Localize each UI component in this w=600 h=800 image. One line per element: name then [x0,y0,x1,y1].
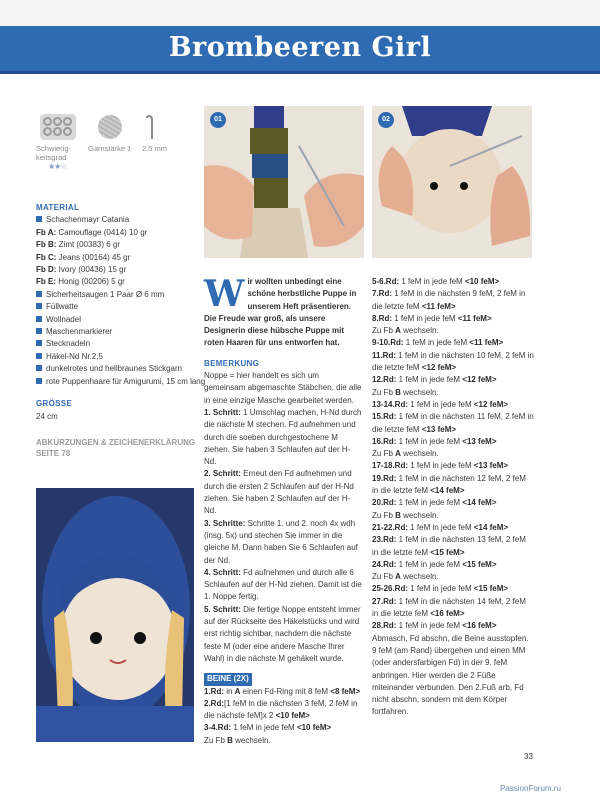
stitch-count: <14 feM> [462,498,497,508]
round-line [372,559,534,571]
hook-size-label: 2.5 mm [142,144,168,153]
material-heading: MATERIAL [36,203,80,212]
round-text: 1 feM in jede feM [396,375,463,385]
round-label: 19.Rd: [372,473,397,483]
stitch-count: <11 feM> [457,313,492,323]
material-list [36,214,206,388]
stitch-count: <11 feM> [421,301,456,311]
stitch-count: <12 feM> [473,399,509,409]
round-line [204,698,362,723]
round-text: wechseln. [400,510,439,520]
round-text: 1 feM in die nächsten 11 feM, 2 feM in die letzte feM [372,412,534,434]
step-label: 4. Schritt: [204,567,241,577]
material-text: rote Puppenhaare für Amigurumi, 15 cm lang [46,376,206,386]
step-text: Fd aufnehmen und durch alle 6 Schlaufen auf der H-Nd ziehen. Damit ist die 1. Noppe fertig. [204,567,362,602]
step-text: Schritte 1. und 2. noch 4x wdh (insg. 5x) und stechen Sie immer in die gleiche M. Dann haben Sie 6 Schlaufen auf der Nd. [204,518,358,565]
size-value: 24 cm [36,411,58,421]
round-line [204,686,362,698]
round-text: 1 feM in die nächsten 12 feM, 2 feM in die letzte feM [372,473,526,496]
round-line [372,473,534,498]
round-text: 1 feM in jede feM [408,584,474,594]
abbr-line-1: ABKÜRZUNGEN & ZEICHENERKLÄRUNG [36,437,196,447]
round-line [372,583,534,595]
round-line [204,722,362,734]
round-text: 1 feM in die nächsten 9 feM, 2 feM in die letzte feM [372,289,526,311]
round-label: 20.Rd: [372,498,397,508]
remark-step [204,604,362,665]
round-label: 9-10.Rd: [372,338,404,348]
material-text: Ivory (00436) 15 gr [56,265,127,275]
round-line [204,735,362,747]
top-strip [0,0,600,26]
stitch-count: <15 feM> [462,559,497,569]
round-line [372,374,534,386]
round-label: 25-26.Rd: [372,584,409,594]
material-item [36,314,196,326]
round-line [372,571,534,583]
material-text: Füllwatte [46,302,79,312]
size-heading: GRÖSSE [36,399,73,409]
instructions-column-2 [372,276,534,719]
remark-step [204,407,362,468]
round-text: Zu Fb [372,449,396,459]
stitch-count: <13 feM> [473,461,509,471]
material-item [36,363,196,375]
doll-photo [36,488,194,742]
round-text: 1 feM in die nächsten 10 feM, 2 feM in die letzte feM [372,350,534,373]
step-text: Noppe = hier handelt es sich um gemeinsam abgemaschte Stäbchen, die alle in eine einzige Masche gearbeitet werden. [204,371,362,405]
round-text: 1 feM in jede feM [396,498,463,508]
abbr-line-2: SEITE 78 [36,448,71,458]
material-item [36,326,196,338]
difficulty-icon [40,114,76,140]
material-text: Camouflage (0414) 10 gr [56,227,148,237]
round-line [372,337,534,349]
crochet-hook-icon [146,114,156,140]
color-code: Fb C: [36,252,57,262]
bullet-square [36,316,42,322]
round-label: 27.Rd: [372,596,397,606]
stitch-count: <13 feM> [462,436,497,446]
material-item [36,239,196,251]
material-item [36,227,196,239]
round-line [372,411,534,436]
difficulty-label: Schwierig-keitsgrad [36,144,72,162]
step-photo-1 [204,106,364,258]
material-text: Maschenmarkierer [46,327,113,337]
round-label: 11.Rd: [372,350,397,360]
round-line [372,620,534,632]
color-code: Fb D: [36,265,57,275]
round-text: wechseln. [400,326,439,336]
round-text: wechseln. [400,387,439,397]
material-text: Wollnadel [46,314,81,324]
material-text: Sicherheitsaugen 1 Paar Ø 6 mm [46,289,165,299]
round-text: 1 feM in jede feM [408,399,474,409]
material-item [36,276,196,288]
round-label: 1.Rd: [204,686,224,696]
stitch-count: <10 feM> [464,277,500,286]
remark-step [204,567,362,604]
step-label: 2. Schritt: [204,469,241,479]
round-line [372,497,534,509]
round-line [372,288,534,313]
watermark: PassionForum.ru [500,784,561,793]
stitch-count: <8 feM> [330,686,361,696]
color-letter: A [234,686,241,696]
bullet-square [36,365,42,371]
round-line [372,387,534,399]
round-line [372,448,534,460]
round-label: 7.Rd: [372,289,392,299]
round-text: 1 feM in jede feM [392,313,458,323]
info-icons [36,114,186,174]
step-badge-2: 02 [378,112,394,128]
round-line [372,460,534,472]
step-label: 5. Schritt: [204,604,241,614]
remark-step [204,468,362,517]
round-text: 1 feM in jede feM [231,723,297,733]
round-line [372,399,534,411]
round-label: 13-14.Rd: [372,399,409,409]
stitch-count: <15 feM> [430,547,465,557]
stitch-count: <13 feM> [421,424,457,434]
material-item [36,351,196,363]
yarn-ball-icon [98,115,122,139]
bullet-square [36,303,42,309]
material-item [36,301,196,313]
round-label: 16.Rd: [372,436,397,446]
material-item [36,264,196,276]
bullet-square [36,378,42,384]
difficulty-stars: ★★☆ [48,162,67,171]
drop-cap: W [204,273,245,315]
bullet-square [36,328,42,334]
remark-step [204,518,362,567]
round-label: 15.Rd: [372,412,397,422]
color-code: Fb A: [36,227,57,237]
step-label: 3. Schritte: [204,518,246,528]
step-label: 1. Schritt: [204,407,241,417]
round-text: einen Fd-Ring mit 8 feM [240,686,331,696]
round-label: 3-4.Rd: [204,723,232,733]
round-text: Zu Fb [372,326,396,336]
round-text: Abmasch, Fd abschn, die Beine ausstopfen. 9 feM (am Rand) übergehen und einen MM (oder andersfarbigen Fd) in der 9. feM anbringen. Hier werden die 2 Füße miteinander verbunden. Den 2.Fuß arb, Fd nicht abschn, sondern mit dem Körper fortfahren. [372,633,529,717]
round-text: Zu Fb [204,735,228,745]
material-item [36,289,196,301]
color-letter: B [395,510,401,520]
round-line [372,534,534,559]
material-text: Jeans (00164) 45 gr [56,252,131,262]
instructions-column-1 [204,273,362,747]
round-text: Zu Fb [372,510,396,520]
round-text: in [224,686,235,696]
round-text: Zu Fb [372,572,396,582]
round-text: wechseln. [400,449,439,459]
needle-label: Garnstärke 1 [88,144,132,153]
intro-text: ir wollten unbedingt eine schöne herbstliche Puppe in unserem Heft präsentieren. Die Freude war groß, als unsere Designerin diese hübsche Puppe mit roten Haaren für uns entworfen hat. [204,277,357,348]
round-line [372,510,534,522]
bullet-square [36,340,42,346]
round-label: 12.Rd: [372,375,397,385]
material-text: Häkel-Nd Nr.2,5 [46,351,103,361]
round-text: [1 feM in die nächsten 3 feM, 2 feM in die nächste feM]x 2 [204,698,358,721]
bullet-square [36,353,42,359]
color-code: Fb B: [36,240,57,250]
round-text: 1 feM in jede feM [396,621,463,631]
step-badge-1: 01 [210,112,226,128]
material-text: Zimt (00383) 6 gr [56,240,121,250]
round-label: 2.Rd: [204,698,224,708]
page-number: 33 [524,752,533,761]
round-text: 1 feM in jede feM [396,559,463,569]
material-item [36,338,196,350]
step-text: Die fertige Noppe entsteht immer auf der Rückseite des Häkelstücks und wird erst richtig sichtbar, nachdem die nächste feste M (oder eine andere Masche Ihrer Wahl) in die nächste M gehäkelt wurde. [204,604,361,663]
stitch-count: <12 feM> [462,375,497,385]
color-letter: A [395,449,401,459]
material-text: dunkelrotes und hellbraunes Stickgarn [46,364,183,374]
material-item [36,214,196,226]
round-line [372,350,534,375]
round-text: 1 feM in jede feM [396,436,463,446]
round-text: 1 feM in jede feM [408,522,474,532]
round-text: 1 feM in jede feM [408,461,474,471]
round-text: Zu Fb [372,387,396,397]
intro-paragraph [204,273,362,350]
stitch-count: <14 feM> [430,486,465,496]
round-label: 5-6.Rd: [372,277,400,286]
round-line [372,325,534,337]
remark-step [204,370,362,407]
material-text: Honig (00206) 5 gr [56,277,125,287]
remark-heading: BEMERKUNG [204,358,260,368]
round-text: wechseln. [400,572,439,582]
page-title: Brombeeren Girl [168,32,432,63]
step-photo-2 [372,106,532,258]
material-item [36,252,196,264]
rounds-list [372,276,534,719]
step-text: 1 Umschlag machen, H-Nd durch die nächste M stechen. Fd aufnehmen und durch die soeben durchgestochene M ziehen. Sie haben 3 Schlaufen auf der H-Nd. [204,407,362,467]
round-line [372,276,534,288]
round-text: 1 feM in jede feM [403,338,470,348]
bullet-square [36,216,42,222]
material-text: Schachenmayr Catania [46,215,130,225]
abbreviations-note [36,437,196,459]
material-item [36,376,206,388]
round-label: 17-18.Rd: [372,461,409,471]
round-text: 1 feM in jede feM [399,277,465,286]
color-letter: B [395,387,401,397]
material-column [36,202,206,459]
remark-list [204,370,362,665]
round-label: 24.Rd: [372,559,397,569]
stitch-count: <15 feM> [473,584,509,594]
stitch-count: <16 feM> [462,621,497,631]
title-banner [0,26,600,74]
round-line [372,633,534,719]
round-label: 21-22.Rd: [372,522,409,532]
stitch-count: <16 feM> [430,609,465,619]
color-letter: B [227,735,233,745]
round-label: 23.Rd: [372,535,397,545]
round-line [372,522,534,534]
round-label: 8.Rd: [372,313,392,323]
round-line [372,436,534,448]
round-text: wechseln. [232,735,271,745]
legs-heading: BEINE (2X) [204,673,252,685]
stitch-count: <11 feM> [469,338,504,348]
stitch-count: <10 feM> [296,723,332,733]
round-text: 1 feM in die nächsten 14 feM, 2 feM in die letzte feM [372,596,526,619]
stitch-count: <14 feM> [473,522,509,532]
bullet-square [36,291,42,297]
color-letter: A [395,572,401,582]
color-code: Fb E: [36,277,56,287]
material-text: Stecknadeln [46,339,91,349]
round-label: 28.Rd: [372,621,397,631]
step-text: Erneut den Fd aufnehmen und durch die ersten 2 Schlaufen auf der H-Nd ziehen. Sie haben 2 Schlaufen auf der H-Nd. [204,469,354,516]
round-line [372,596,534,621]
round-line [372,313,534,325]
color-letter: A [395,326,401,336]
round-text: 1 feM in die nächsten 13 feM, 2 feM in die letzte feM [372,535,526,557]
stitch-count: <10 feM> [275,711,310,721]
stitch-count: <12 feM> [421,363,457,373]
legs-list [204,686,362,747]
